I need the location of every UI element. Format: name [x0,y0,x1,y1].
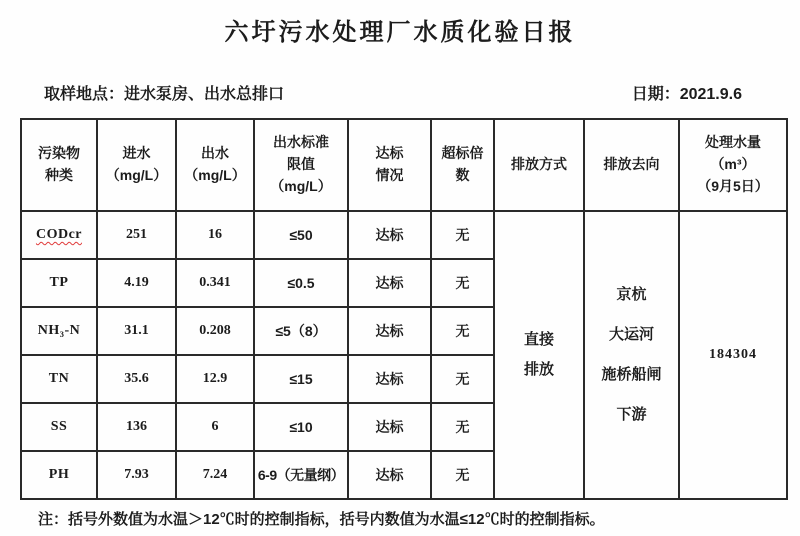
pollutant-name: NH₃-N [21,307,97,355]
pollutant-name: SS [21,403,97,451]
limit-value: ≤0.5 [254,259,348,307]
limit-value: 6-9（无量纲） [254,451,348,499]
status-value: 达标 [348,403,431,451]
col-header-outflow: 出水 （mg/L） [176,119,254,211]
outflow-value: 12.9 [176,355,254,403]
col-header-destination: 排放去向 [584,119,679,211]
exceed-value: 无 [431,355,494,403]
status-value: 达标 [348,211,431,259]
table-header-row [21,119,787,211]
treated-water-volume: 184304 [679,211,787,499]
col-header-volume: 处理水量 （m³） （9月5日） [679,119,787,211]
limit-value: ≤10 [254,403,348,451]
report-title: 六圩污水处理厂水质化验日报 [224,20,576,46]
exceed-value: 无 [431,403,494,451]
pollutant-name: CODcr [21,211,97,259]
col-header-limit: 出水标准 限值 （mg/L） [254,119,348,211]
outflow-value: 0.341 [176,259,254,307]
inflow-value: 7.93 [97,451,176,499]
inflow-value: 136 [97,403,176,451]
exceed-value: 无 [431,259,494,307]
sampling-location: 取样地点：进水泵房、出水总排口 [44,86,285,103]
limit-value: ≤5（8） [254,307,348,355]
footnote: 注：括号外数值为水温＞12℃时的控制指标，括号内数值为水温≤12℃时的控制指标。 [38,511,605,528]
discharge-mode-cell: 直接 排放 [494,211,584,499]
inflow-value: 35.6 [97,355,176,403]
col-header-pollutant: 污染物 种类 [21,119,97,211]
status-value: 达标 [348,307,431,355]
discharge-destination-cell: 京杭 大运河 施桥船闸 下游 [584,211,679,499]
status-value: 达标 [348,259,431,307]
water-quality-table [20,118,788,500]
outflow-value: 6 [176,403,254,451]
status-value: 达标 [348,355,431,403]
pollutant-name: TN [21,355,97,403]
col-header-discharge-mode: 排放方式 [494,119,584,211]
outflow-value: 7.24 [176,451,254,499]
outflow-value: 0.208 [176,307,254,355]
outflow-value: 16 [176,211,254,259]
col-header-inflow: 进水 （mg/L） [97,119,176,211]
inflow-value: 251 [97,211,176,259]
table-row-codcr [21,211,787,259]
limit-value: ≤15 [254,355,348,403]
limit-value: ≤50 [254,211,348,259]
pollutant-name: TP [21,259,97,307]
col-header-exceed: 超标倍 数 [431,119,494,211]
status-value: 达标 [348,451,431,499]
inflow-value: 4.19 [97,259,176,307]
report-meta [0,81,800,104]
pollutant-name: PH [21,451,97,499]
exceed-value: 无 [431,307,494,355]
inflow-value: 31.1 [97,307,176,355]
report-date: 日期：2021.9.6 [631,86,742,103]
exceed-value: 无 [431,451,494,499]
col-header-status: 达标 情况 [348,119,431,211]
exceed-value: 无 [431,211,494,259]
